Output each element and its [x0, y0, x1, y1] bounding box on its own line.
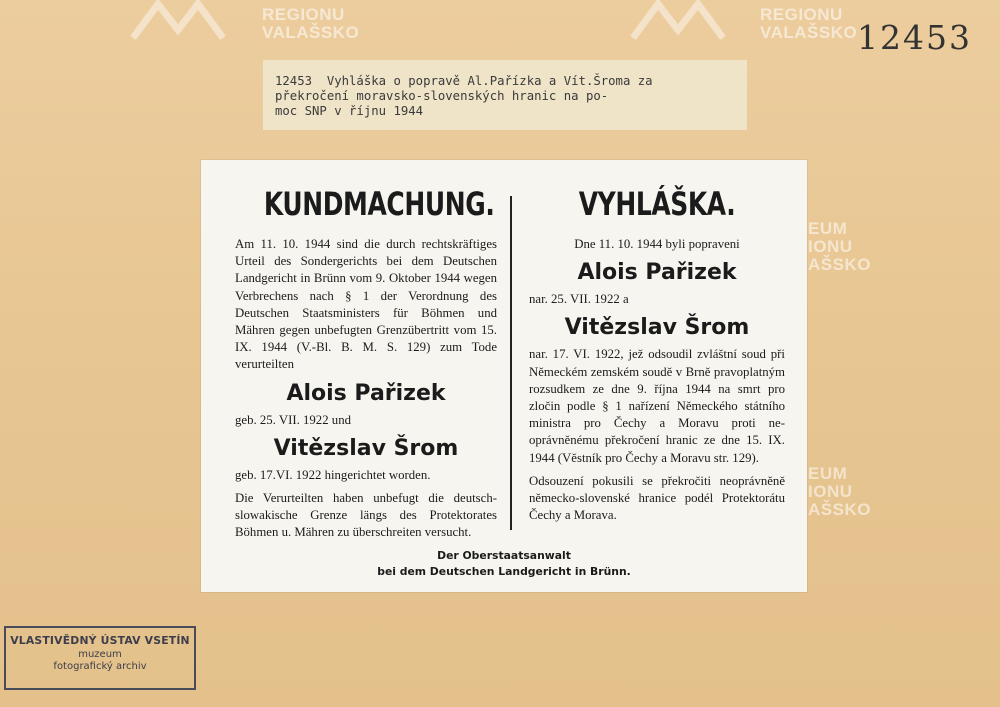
german-name-2: Vitězslav Šrom	[273, 435, 459, 461]
museum-watermark-text: EUM IONU AŠSKO	[808, 464, 871, 519]
czech-born-1: nar. 25. VII. 1922 a	[529, 292, 629, 307]
museum-watermark-text: REGIONU VALAŠSKO	[262, 5, 360, 42]
typed-caption: 12453 Vyhláška o popravě Al.Pařízka a Vít.Šroma za překročení moravsko-slovenských hranic na po- moc SNP v říjnu 1944	[263, 60, 747, 130]
czech-paragraph-1: nar. 17. VI. 1922, jež odsoudil zvláštní soud při Německém zemském soudě v Brně pravoplatným rozsudkem ze dne 9. října 1944 na smrt pro zločin podle § 1 nařízení Německého státního ministra pro Čechy a Moravu proti neoprávněnému překročení hranic ze dne 15. IX. 1944 (Věstník pro Čechy a Moravu str. 129).	[529, 347, 785, 465]
museum-watermark-logo	[628, 0, 748, 40]
german-name-1: Alois Pařizek	[286, 380, 446, 406]
czech-name-2: Vitězslav Šrom	[564, 315, 750, 341]
poster-signature	[201, 548, 807, 580]
stamp-line-3: fotografický archiv	[53, 661, 147, 672]
czech-intro: Dne 11. 10. 1944 byli popraveni	[574, 237, 740, 251]
german-column	[235, 186, 497, 542]
museum-watermark-text: EUM IONU AŠSKO	[808, 219, 871, 274]
signature-line-1: Der Oberstaatsanwalt	[437, 549, 571, 562]
czech-name-1: Alois Pařizek	[577, 260, 737, 286]
czech-headline: VYHLÁŠKA.	[578, 185, 736, 223]
german-headline: KUNDMACHUNG.	[263, 185, 495, 223]
german-paragraph-2: Die Verurteilten haben unbefugt die deutschslowakische Grenze längs des Protektorates Böhmen u. Mähren zu überschreiten versucht.	[235, 491, 497, 540]
archive-number: 12453	[857, 18, 972, 57]
archive-stamp	[4, 626, 196, 690]
museum-watermark-logo	[128, 0, 248, 40]
german-born-2: geb. 17.VI. 1922 hingerichtet worden.	[235, 467, 431, 482]
german-born-1: geb. 25. VII. 1922 und	[235, 412, 351, 427]
poster-photo	[201, 160, 807, 592]
column-divider	[510, 196, 512, 530]
czech-column	[529, 186, 785, 524]
german-paragraph-1: Am 11. 10. 1944 sind die durch rechtskräftiges Urteil des Sondergerichts bei dem Deutschen Landgericht in Brünn vom 9. Oktober 1944 wegen Verbrechens nach § 1 der Verordnung des Deutschen Staatsministers für Böhmen und Mähren gegen unbefugten Grenzübertritt vom 15. IX. 1944 (V.-Bl. B. M. S. 129) zum Tode verurteilten	[235, 237, 497, 372]
signature-line-2: bei dem Deutschen Landgericht in Brünn.	[377, 565, 631, 578]
stamp-line-2: muzeum	[78, 649, 122, 660]
museum-watermark-text: REGIONU VALAŠSKO	[760, 5, 858, 42]
czech-paragraph-2: Odsouzení pokusili se překročiti neoprávněně německo-slovenské hranice podél Protektorátu Čechy a Morava.	[529, 473, 785, 523]
stamp-line-1: VLASTIVĚDNÝ ÚSTAV VSETÍN	[10, 634, 190, 647]
